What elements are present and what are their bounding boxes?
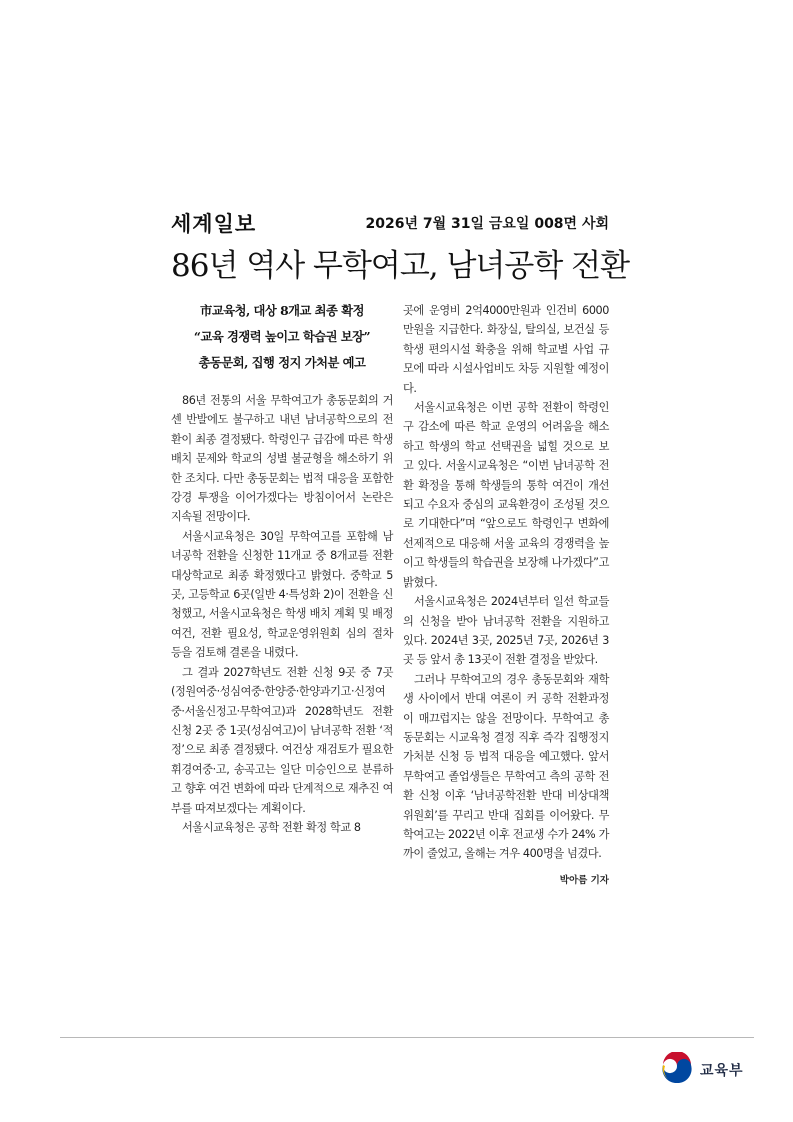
article-paragraph: 서울시교육청은 이번 공학 전환이 학령인구 감소에 따른 학교 운영의 어려움을 해소하고 학생의 학교 선택권을 넓힐 것으로 보고 있다. 서울시교육청은 “이번 남녀공학 전환 확정을 통해 학생들의 통학 여건이 개선되고 수요자 중심의 교육환경이 조성될 것으로 기대한다”며 “앞으로도 학령인구 변화에 선제적으로 대응해 서울 교육의 경쟁력을 높이고 학생들의 학습권을 보장해 나가겠다”고 밝혔다. [403, 401, 609, 589]
subhead-3: 총동문회, 집행 정지 가처분 예고 [198, 355, 366, 370]
subhead-2: “교육 경쟁력 높이고 학습권 보장” [193, 329, 371, 344]
edition-info: 2026년 7월 31일 금요일 008면 사회 [365, 216, 609, 232]
article-paragraph-continued: 곳에 운영비 2억4000만원과 인건비 6000만원을 지급한다. 화장실, 탈의실, 보건실 등 학생 편의시설 확충을 위해 학교별 사업 규모에 따라 시설사업비도 차등 지원할 예정이다. [403, 304, 609, 395]
article-paragraph: 그러나 무학여고의 경우 총동문회와 재학생 사이에서 반대 여론이 커 공학 전환과정이 매끄럽지는 않을 전망이다. 무학여고 총동문회는 시교육청 결정 직후 즉각 집행정지 가처분 신청 등 법적 대응을 예고했다. 앞서 무학여고 졸업생들은 무학여고 측의 공학 전환 신청 이후 ‘남녀공학전환 반대 비상대책위원회’를 꾸리고 반대 집회를 이어왔다. 무학여고는 2022년 이후 전교생 수가 24% 가까이 줄었고, 올해는 겨우 400명을 넘겼다. [403, 672, 609, 861]
article-paragraph: 서울시교육청은 2024년부터 일선 학교들의 신청을 받아 남녀공학 전환을 지원하고 있다. 2024년 3곳, 2025년 7곳, 2026년 3곳 등 앞서 총 13곳이 전환 결정을 받았다. [403, 595, 609, 667]
footer-divider [60, 1037, 754, 1038]
article-paragraph: 그 결과 2027학년도 전환 신청 9곳 중 7곳(정원여중·성심여중·한양중·한양과기고·신정여중·서울신정고·무학여고)과 2028학년도 전환 신청 2곳 중 1곳(성심여고)이 남녀공학 전환 ‘적정’으로 최종 결정됐다. 여건상 재검토가 필요한 휘경여중·고, 송곡고는 일단 미승인으로 분류하고 향후 여건 변화에 따라 단계적으로 재추진 여부를 따져보겠다는 계획이다. [171, 665, 393, 815]
taegeuk-icon [660, 1052, 694, 1086]
article-paragraph: 서울시교육청은 공학 전환 확정 학교 8 [182, 820, 361, 834]
ministry-logo [660, 1052, 755, 1086]
subhead-1: 市교육청, 대상 8개교 최종 확정 [200, 303, 364, 318]
reporter-byline: 박아름 기자 [559, 875, 609, 886]
ministry-name: 교육부 [700, 1063, 744, 1079]
article-paragraph: 서울시교육청은 30일 무학여고를 포함해 남녀공학 전환을 신청한 11개교 중 8개교를 전환 대상학교로 최종 확정했다고 밝혔다. 중학교 5곳, 고등학교 6곳(일반 4·특성화 2)이 전환을 신청했고, 서울시교육청은 학생 배치 계획 및 배정 여건, 전환 필요성, 학교운영위원회 심의 절차 등을 검토해 결론을 내렸다. [171, 529, 393, 660]
newspaper-name: 세계일보 [171, 212, 257, 236]
article-headline: 86년 역사 무학여고, 남녀공학 전환 [171, 248, 630, 284]
article-subheads [171, 298, 393, 376]
article-column-left [171, 298, 393, 837]
article-column-right [403, 301, 609, 864]
masthead [171, 208, 609, 242]
article-paragraph: 86년 전통의 서울 무학여고가 총동문회의 거센 반발에도 불구하고 내년 남녀공학으로의 전환이 최종 결정됐다. 학령인구 급감에 따른 학생 배치 문제와 학교의 성별 불균형을 해소하기 위한 조치다. 다만 총동문회는 법적 대응을 포함한 강경 투쟁을 이어가겠다는 방침이어서 논란은 지속될 전망이다. [171, 394, 393, 524]
